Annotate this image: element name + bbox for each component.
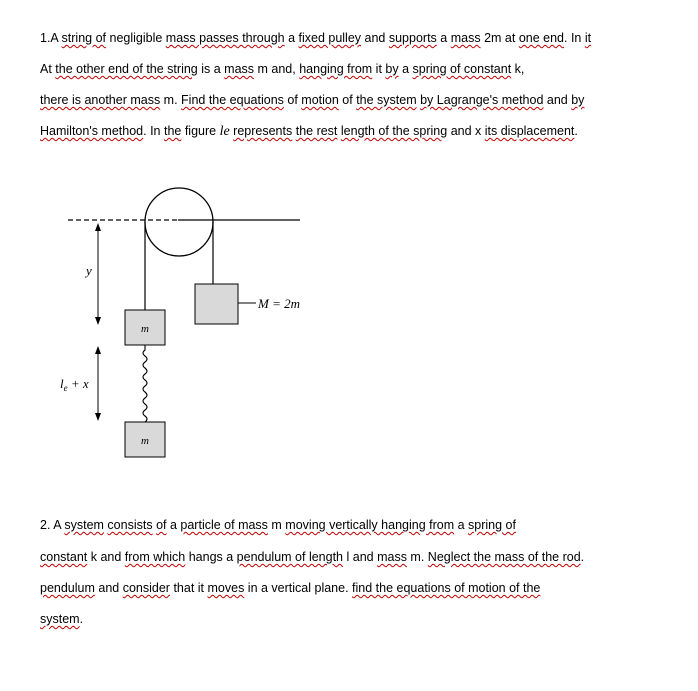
text-run: a xyxy=(454,518,469,532)
spring xyxy=(143,345,147,423)
flagged-text: moves xyxy=(207,581,245,595)
text-run: that it xyxy=(169,581,208,595)
text-run: 2. A xyxy=(40,518,65,532)
flagged-text: of xyxy=(156,518,167,532)
text-run: and xyxy=(543,93,572,107)
text-run: figure xyxy=(181,124,220,138)
flagged-text: it xyxy=(584,31,592,45)
flagged-text: consider xyxy=(122,581,170,595)
flagged-text: find the equations of motion of the xyxy=(352,581,541,595)
flagged-text: its displacement xyxy=(484,124,575,138)
text-run: k, xyxy=(511,62,525,76)
text-run: of xyxy=(338,93,357,107)
flagged-text: supports xyxy=(388,31,437,45)
flagged-text: length of the spring xyxy=(340,124,448,138)
problem-1-line-3 xyxy=(40,93,584,107)
le-x-arrow-head-top xyxy=(95,346,101,354)
flagged-text: particle of mass xyxy=(180,518,268,532)
text-run: At xyxy=(40,62,56,76)
flagged-text: the rest xyxy=(295,124,338,138)
mass-m-upper-label: m xyxy=(141,323,149,335)
text-run: . xyxy=(79,612,84,626)
flagged-text: by xyxy=(385,62,399,76)
flagged-text: the system xyxy=(356,93,417,107)
y-arrow-head-bottom xyxy=(95,317,101,325)
text-run: l and xyxy=(343,550,378,564)
text-run: m. xyxy=(406,550,428,564)
text-run: a xyxy=(436,31,451,45)
flagged-text: motion xyxy=(301,93,339,107)
text-run: a xyxy=(284,31,299,45)
flagged-text: by xyxy=(571,93,585,107)
problem-2-line-4 xyxy=(40,612,83,626)
flagged-text: Find the equations xyxy=(181,93,284,107)
flagged-text: pendulum xyxy=(40,581,95,595)
text-run: it xyxy=(372,62,386,76)
problem-2-line-1 xyxy=(40,518,516,532)
flagged-text: spring of xyxy=(468,518,516,532)
text-run: and xyxy=(361,31,389,45)
text-run: and x xyxy=(447,124,485,138)
text-run: 1.A xyxy=(40,31,62,45)
text-run: . xyxy=(580,550,585,564)
flagged-text: system xyxy=(64,518,104,532)
flagged-text: consists xyxy=(107,518,153,532)
text-run: of xyxy=(283,93,302,107)
italic-term: le xyxy=(219,124,230,139)
flagged-text: Hamilton's method xyxy=(40,124,144,138)
mass-M-label: M = 2m xyxy=(258,296,300,311)
text-run: negligible xyxy=(106,31,166,45)
y-arrow-head-top xyxy=(95,223,101,231)
flagged-text: from which xyxy=(124,550,186,564)
problem-1-line-2 xyxy=(40,62,524,76)
flagged-text: mass xyxy=(224,62,255,76)
problem-2-line-3 xyxy=(40,581,540,595)
flagged-text: mass xyxy=(450,31,481,45)
text-run: m xyxy=(267,518,286,532)
text-run: is a xyxy=(197,62,225,76)
pulley xyxy=(145,188,213,256)
flagged-text: the xyxy=(163,124,182,138)
problem-1-line-1 xyxy=(40,31,591,45)
text-run: m. xyxy=(160,93,182,107)
flagged-text: Neglect the mass of the rod xyxy=(427,550,581,564)
flagged-text: one end xyxy=(518,31,564,45)
flagged-text: pendulum of length xyxy=(236,550,344,564)
flagged-text: fixed pulley xyxy=(298,31,362,45)
le-x-label: $l_e + x$ xyxy=(60,376,89,393)
text-run: in a vertical plane. xyxy=(244,581,353,595)
text-run: a xyxy=(166,518,181,532)
flagged-text: there is another mass xyxy=(40,93,161,107)
text-run: hangs a xyxy=(185,550,237,564)
text-run: k and xyxy=(87,550,125,564)
text-run: m and, xyxy=(254,62,300,76)
flagged-text: system xyxy=(40,612,80,626)
problem-2-line-2 xyxy=(40,550,584,564)
flagged-text: moving vertically hanging from xyxy=(285,518,455,532)
le-x-arrow-head-bottom xyxy=(95,413,101,421)
text-run: . In xyxy=(564,31,585,45)
pulley-spring-diagram xyxy=(60,185,320,475)
flagged-text: by Lagrange's method xyxy=(420,93,544,107)
flagged-text: hanging from xyxy=(299,62,373,76)
text-run: a xyxy=(398,62,413,76)
flagged-text: represents xyxy=(233,124,293,138)
text-run: . xyxy=(574,124,578,138)
flagged-text: constant xyxy=(40,550,88,564)
mass-M-block xyxy=(195,284,238,324)
flagged-text: the other end of the string xyxy=(55,62,198,76)
text-run: and xyxy=(94,581,123,595)
flagged-text: spring of constant xyxy=(412,62,512,76)
flagged-text: mass passes through xyxy=(165,31,285,45)
y-label: y xyxy=(86,263,92,278)
problem-1-line-4 xyxy=(40,124,578,140)
mass-m-lower-label: m xyxy=(141,435,149,447)
flagged-text: mass xyxy=(377,550,407,564)
flagged-text: string of xyxy=(61,31,107,45)
text-run: 2m at xyxy=(480,31,519,45)
text-run: . In xyxy=(143,124,164,138)
